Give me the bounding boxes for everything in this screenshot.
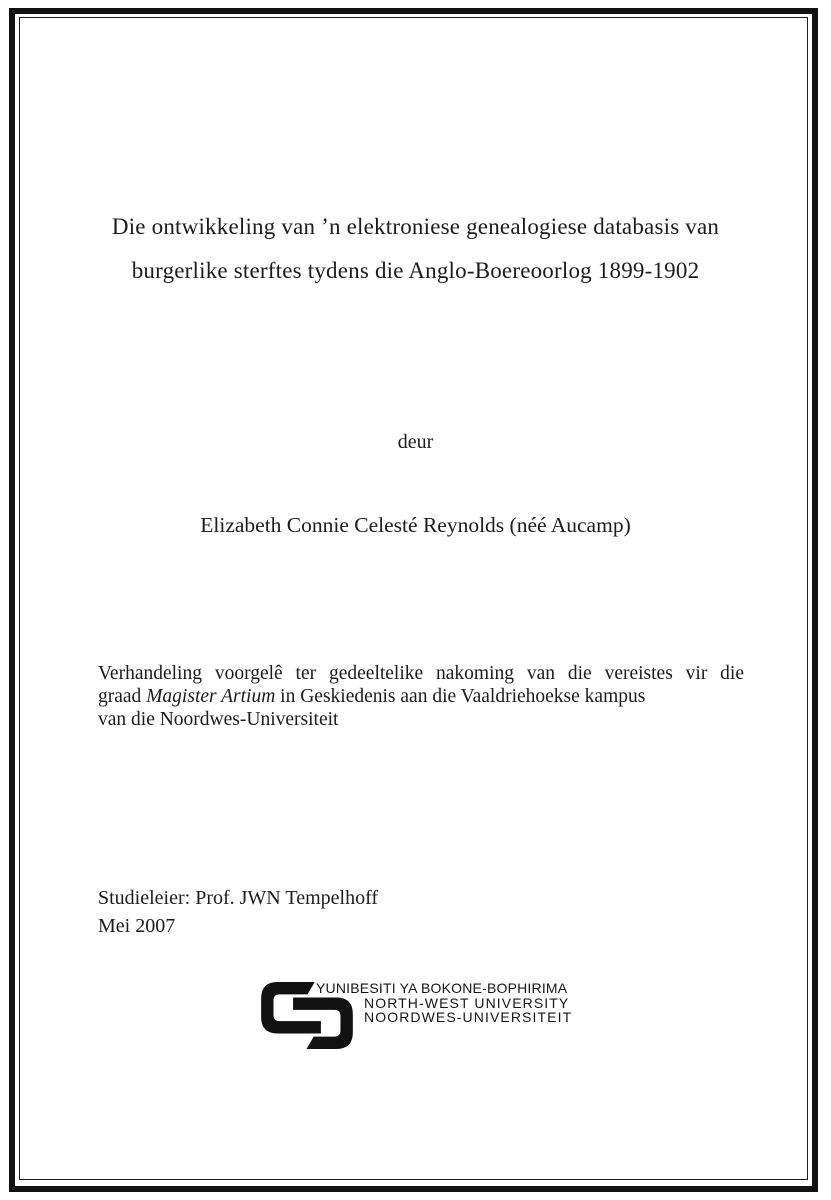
submission-line-1: Verhandeling voorgelê ter gedeeltelike nakoming van die vereistes vir die: [98, 663, 744, 684]
university-wordmark: [316, 981, 572, 1025]
title-line-1: Die ontwikkeling van ’n elektroniese genealogiese databasis van: [111, 214, 720, 239]
university-logo: [261, 979, 591, 1059]
submission-statement: [98, 662, 744, 731]
date-line: Mei 2007: [98, 915, 176, 937]
submission-line-3: van die Noordwes-Universiteit: [98, 709, 339, 730]
university-name-setswana: YUNIBESITI YA BOKONE-BOPHIRIMA: [316, 980, 568, 996]
university-name-afrikaans: NOORDWES-UNIVERSITEIT: [364, 1009, 573, 1025]
supervisor-block: [98, 884, 378, 940]
submission-degree-name: Magister Artium: [146, 686, 276, 707]
submission-line2-pre: graad: [98, 686, 147, 707]
supervisor-line: Studieleier: Prof. JWN Tempelhoff: [98, 887, 379, 909]
university-name-english: NORTH-WEST UNIVERSITY: [364, 994, 570, 1011]
author-name: Elizabeth Connie Celesté Reynolds (néé Aucamp): [200, 513, 631, 537]
page-title: [60, 205, 771, 293]
submission-line-2: [98, 685, 744, 708]
byline-label: deur: [397, 431, 434, 453]
title-line-2: burgerlike sterftes tydens die Anglo-Boereoorlog 1899-1902: [131, 258, 700, 283]
submission-line2-post: in Geskiedenis aan die Vaaldriehoekse kampus: [275, 686, 646, 707]
